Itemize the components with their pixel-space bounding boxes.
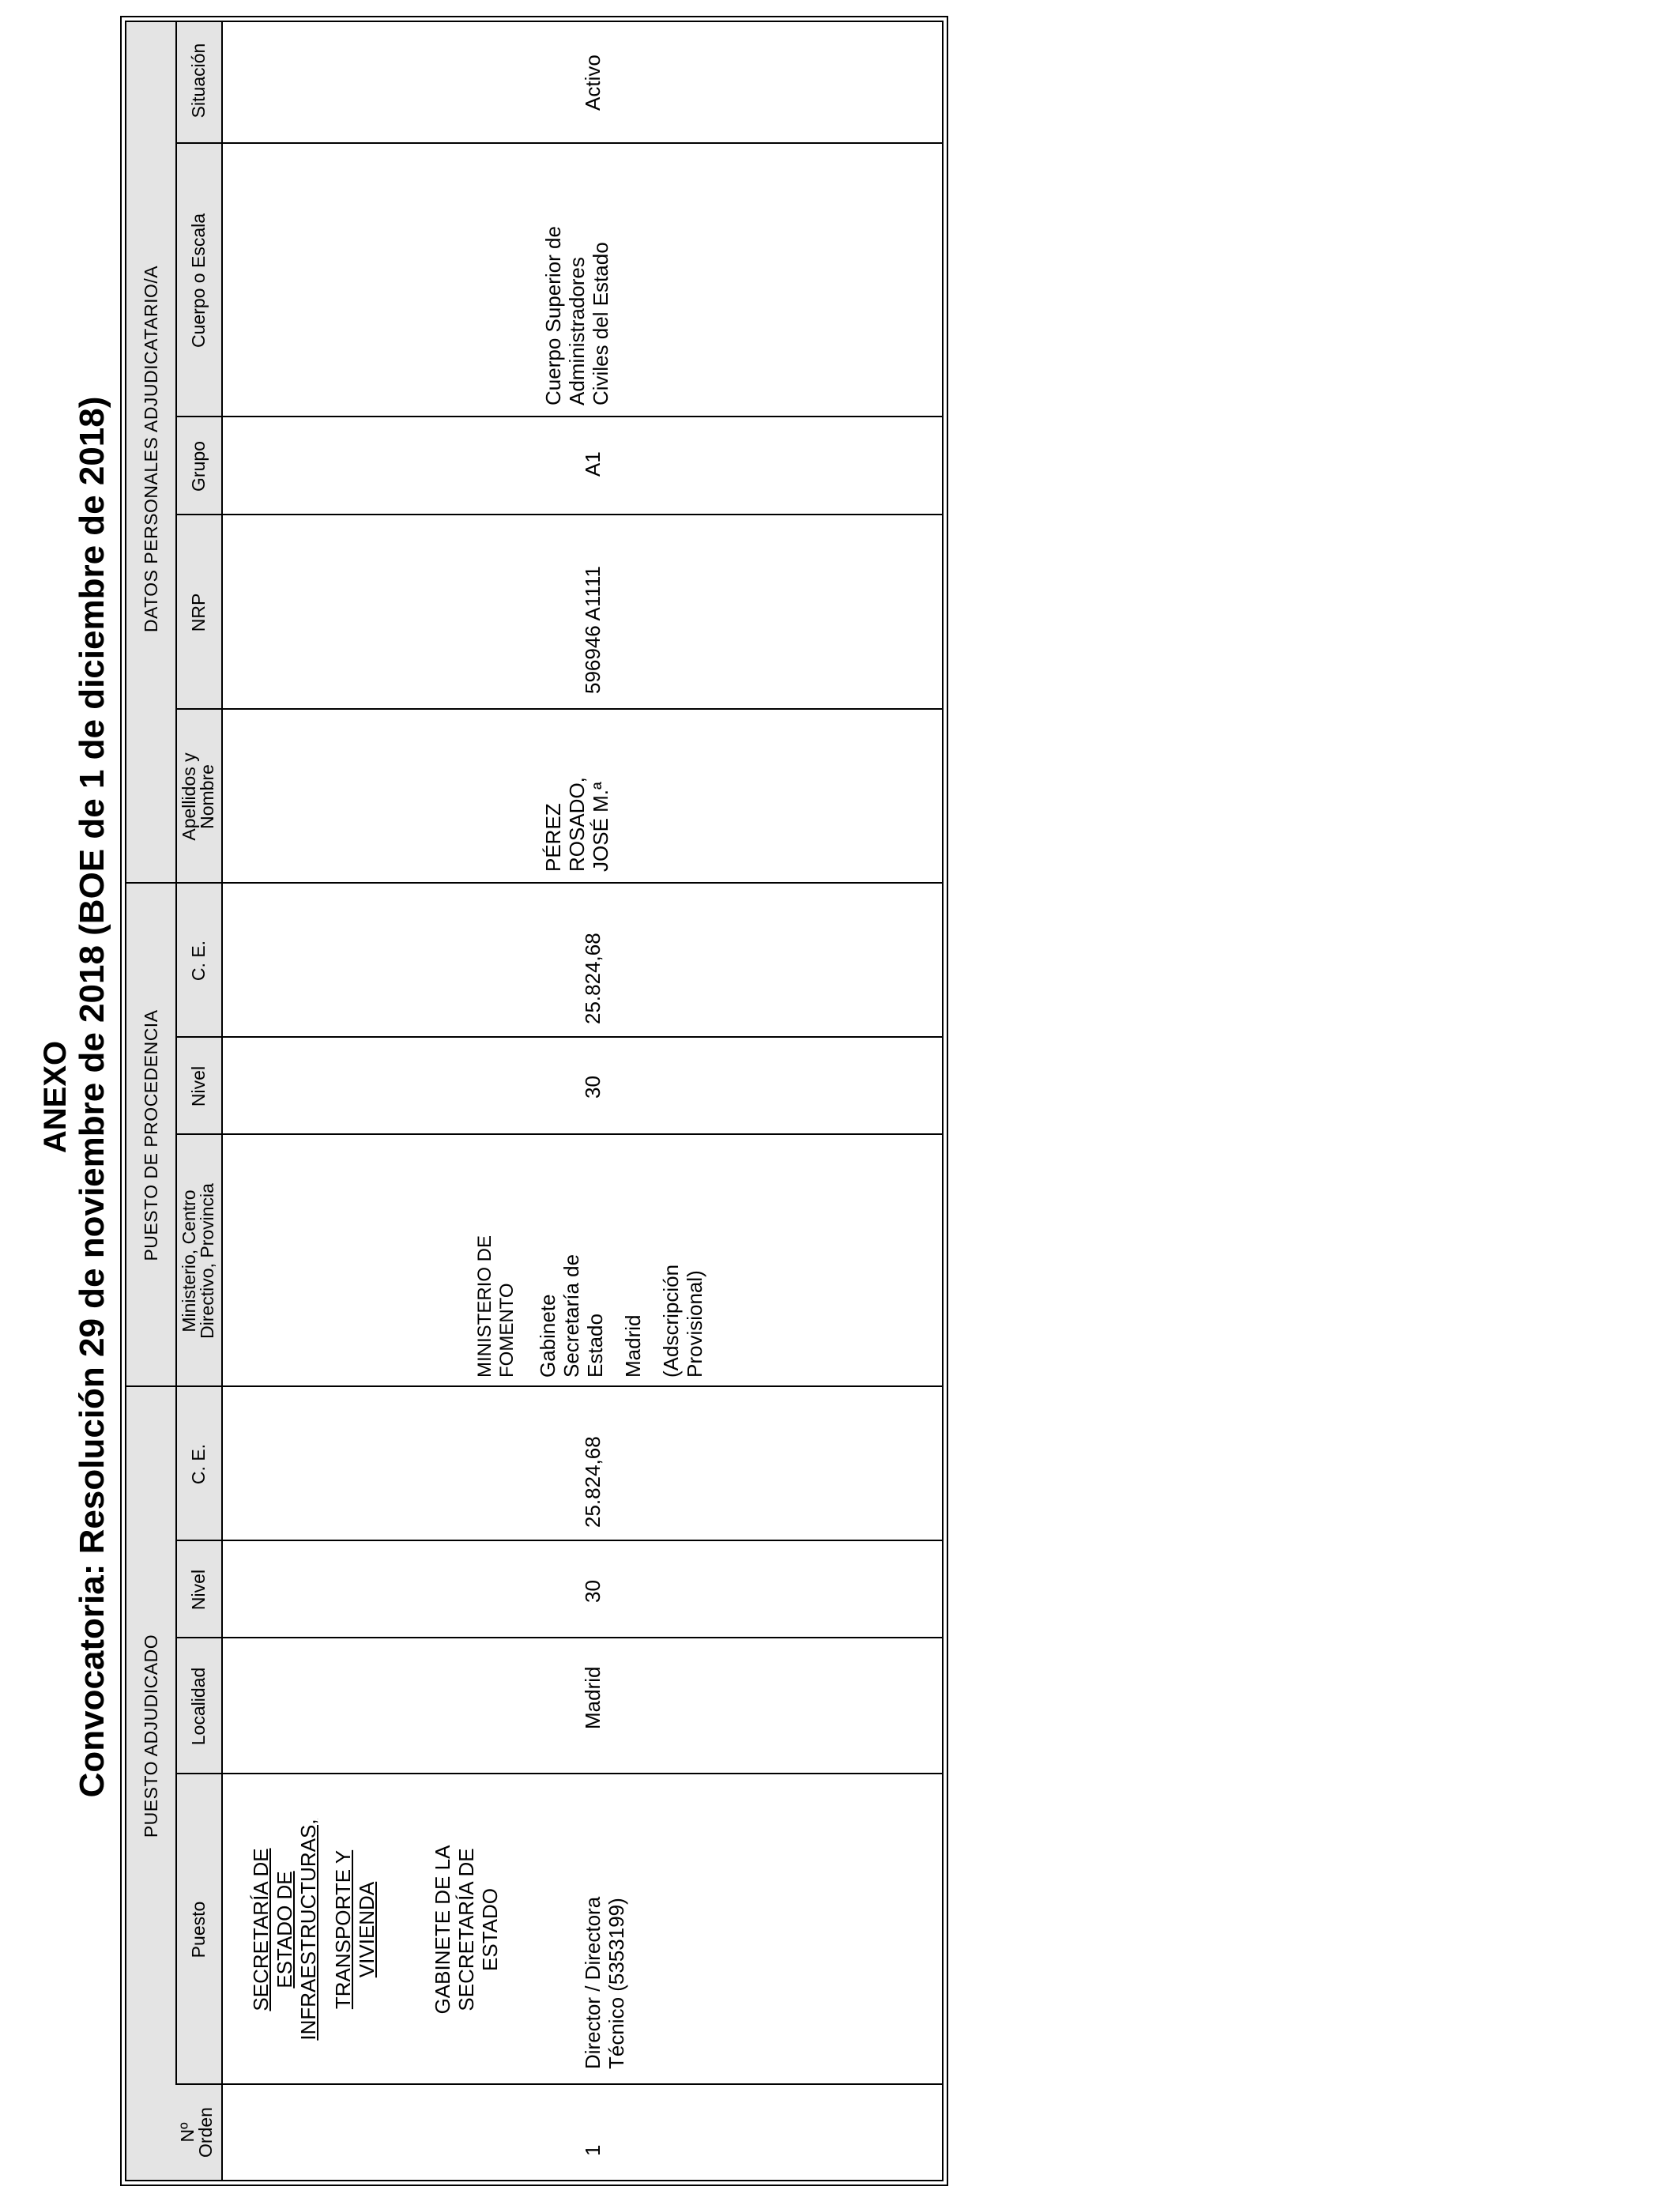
apellidos-line: ROSADO, [565,777,589,872]
group-puesto-procedencia: PUESTO DE PROCEDENCIA [140,1009,161,1261]
cell-grupo: A1 [581,451,605,477]
col-header-ministerio [175,1135,221,1387]
subsection-line: ESTADO [478,1888,502,1971]
adscripcion-line: Provisional) [683,1270,706,1378]
col-header-cuerpo: Cuerpo o Escala [187,213,209,349]
apellidos-line: PÉREZ [541,803,565,872]
nombre-line: JOSÉ M.ª [589,782,612,872]
col-sep [175,882,942,884]
col-header-nrp: NRP [187,593,209,632]
group-puesto-adjudicado: PUESTO ADJUDICADO [140,1634,161,1838]
section-line: ESTADO DE [273,1871,296,1989]
cell-nivel: 30 [581,1580,605,1603]
subsection-line: SECRETARÍA DE [454,1848,478,2011]
cell-puesto [581,1785,628,2069]
cell-apellidos [541,714,612,872]
subsection-line: GABINETE DE LA [431,1845,454,2015]
provincia-line: Madrid [621,1314,645,1378]
puesto-line: Técnico (5353199) [605,1898,628,2069]
col-header-nivel-proc: Nivel [187,1065,209,1107]
cell-ministerio [474,1140,706,1378]
col-header-apellidos [175,710,221,884]
group-datos-personales: DATOS PERSONALES ADJUDICATARIO/A [140,265,161,633]
cell-localidad: Madrid [581,1666,605,1729]
col-sep [175,416,942,417]
col-header-ce: C. E. [187,1443,209,1485]
document-title: ANEXO [38,1040,73,1154]
section-line: TRANSPORTE Y [331,1849,355,2010]
col-header-ministerio-l1: Ministerio, Centro [179,1189,199,1333]
col-sep [175,514,942,515]
ministerio-line: MINISTERIO DE [474,1235,495,1378]
col-sep [175,1385,942,1387]
ministerio-line: FOMENTO [496,1283,518,1378]
adscripcion-line: (Adscripción [659,1264,683,1378]
document-subtitle: Convocatoria: Resolución 29 de noviembre de 2018 (BOE de 1 de diciembre de 2018) [73,396,111,1798]
annex-table [120,16,948,2186]
section-line: VIVIENDA [355,1881,379,1978]
section-line: INFRAESTRUCTURAS, [296,1819,320,2041]
section-heading [249,1774,379,2085]
col-header-orden-l2: Orden [195,2107,216,2158]
col-header-orden-l1: Nº [177,2122,198,2143]
annex-table-inner [125,21,944,2181]
col-header-situacion: Situación [187,43,209,119]
section-line: SECRETARÍA DE [249,1848,273,2011]
centro-line: Estado [583,1314,607,1378]
col-header-ce-proc: C. E. [187,940,209,982]
cell-nivel-proc: 30 [581,1076,605,1099]
header-bottom-rule [221,22,223,2180]
cell-orden: 1 [581,2144,605,2156]
col-sep [175,1036,942,1038]
puesto-line: Director / Directora [581,1896,605,2069]
col-header-puesto: Puesto [187,1901,209,1958]
col-header-grupo: Grupo [187,441,209,492]
col-sep [175,1133,942,1135]
col-header-apellidos-l2: Nombre [197,764,217,829]
cell-situacion: Activo [581,55,605,111]
cuerpo-line: Administradores [565,257,589,405]
col-sep [175,708,942,710]
col-sep [175,142,942,144]
col-header-apellidos-l1: Apellidos y [179,752,199,841]
cuerpo-line: Civiles del Estado [589,242,612,405]
cell-ce-proc: 25.824,68 [581,933,605,1024]
col-header-ministerio-l2: Directivo, Provincia [197,1183,217,1339]
subsection-heading [431,1774,502,2085]
col-header-localidad: Localidad [187,1667,209,1746]
col-sep [175,1637,942,1638]
col-header-orden [126,2085,221,2180]
cell-ce: 25.824,68 [581,1436,605,1528]
cell-nrp: 596946 A1111 [581,566,605,694]
centro-line: Gabinete [536,1294,559,1378]
centro-line: Secretaría de [559,1253,583,1378]
cuerpo-line: Cuerpo Superior de [541,226,565,405]
col-sep [175,1540,942,1541]
cell-cuerpo [541,149,612,405]
col-header-nivel: Nivel [187,1569,209,1611]
